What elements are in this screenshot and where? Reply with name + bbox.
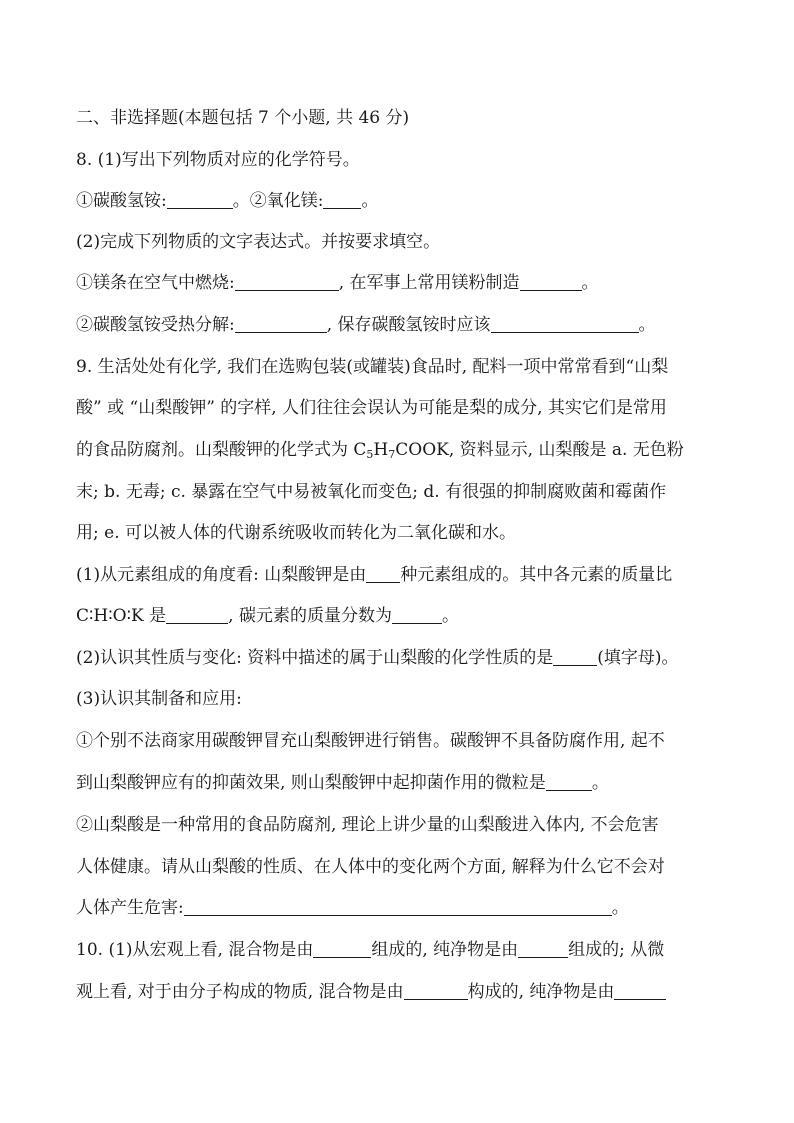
q9-line-7-text-b: , 碳元素的质量分数为 xyxy=(228,606,392,626)
q9-line-10: ①个别不法商家用碳酸钾冒充山梨酸钾进行销售。碳酸钾不具备防腐作用, 起不 xyxy=(76,731,665,751)
q9-line-2: 酸” 或 “山梨酸钾” 的字样, 人们往往会误认为可能是梨的成分, 其实它们是常用 xyxy=(76,398,667,418)
answer-blank xyxy=(404,982,468,1000)
q10-line-2-text-b: 构成的, 纯净物是由 xyxy=(467,982,615,1002)
q9-line-1: 9. 生活处处有化学, 我们在选购包装(或罐装)食品时, 配料一项中常常看到“山梨 xyxy=(76,357,669,377)
q9-line-6 xyxy=(76,564,672,586)
q8-line-4-text-b: , 在军事上常用镁粉制造 xyxy=(338,273,520,293)
answer-blank xyxy=(546,773,592,791)
answer-blank xyxy=(553,648,597,666)
answer-blank xyxy=(518,940,568,958)
q9-line-8-text-a: (2)认识其性质与变化: 资料中描述的属于山梨酸的化学性质的是 xyxy=(76,648,554,668)
q8-line-4-text-a: ①镁条在空气中燃烧: xyxy=(76,273,235,293)
q8-line-4-text-c: 。 xyxy=(581,273,599,293)
q10-line-1-text-a: 10. (1)从宏观上看, 混合物是由 xyxy=(76,940,314,960)
q9-line-7-text-a: C∶H∶O∶K 是 xyxy=(76,606,167,626)
section-title: 二、非选择题(本题包括 7 个小题, 共 46 分) xyxy=(76,108,410,128)
q8-line-4 xyxy=(76,272,599,294)
q9-line-5: 用; e. 可以被人体的代谢系统吸收而转化为二氧化碳和水。 xyxy=(76,523,516,543)
answer-blank xyxy=(166,606,228,624)
q8-line-2-text-b: 。②氧化镁: xyxy=(232,191,324,211)
q9-line-14-text-a: 人体产生危害: xyxy=(76,898,184,918)
q10-line-2-text-a: 观上看, 对于由分子构成的物质, 混合物是由 xyxy=(76,982,404,1002)
answer-blank xyxy=(614,982,666,1000)
q8-line-2-text-c: 。 xyxy=(361,191,379,211)
q8-line-5-text-a: ②碳酸氢铵受热分解: xyxy=(76,315,235,335)
answer-blank xyxy=(491,315,639,333)
q8-line-1: 8. (1)写出下列物质对应的化学符号。 xyxy=(76,150,360,170)
q9-line-3-text-a: 的食品防腐剂。山梨酸钾的化学式为 C xyxy=(76,440,367,460)
answer-blank xyxy=(366,565,400,583)
answer-blank xyxy=(392,606,442,624)
q8-line-2-text-a: ①碳酸氢铵: xyxy=(76,191,167,211)
subscript: 7 xyxy=(388,448,396,461)
q9-line-3-text-b: H xyxy=(373,440,389,460)
q9-line-6-text-a: (1)从元素组成的角度看: 山梨酸钾是由 xyxy=(76,565,367,585)
answer-blank xyxy=(313,940,371,958)
q8-line-5-text-b: , 保存碳酸氢铵时应该 xyxy=(326,315,491,335)
q10-line-2 xyxy=(76,981,666,1003)
q9-line-13: 人体健康。请从山梨酸的性质、在人体中的变化两个方面, 解释为什么它不会对 xyxy=(76,857,665,877)
q9-line-3 xyxy=(76,439,684,461)
q8-line-5-text-c: 。 xyxy=(638,315,656,335)
q9-line-8 xyxy=(76,647,678,669)
q9-line-6-text-b: 种元素组成的。其中各元素的质量比 xyxy=(400,565,673,585)
q8-line-5 xyxy=(76,314,656,336)
q9-line-8-text-b: (填字母)。 xyxy=(597,648,679,668)
q9-line-11-text-b: 。 xyxy=(591,773,609,793)
q8-line-3: (2)完成下列物质的文字表达式。并按要求填空。 xyxy=(76,232,441,252)
answer-blank xyxy=(520,273,582,291)
q10-line-1-text-b: 组成的, 纯净物是由 xyxy=(371,940,519,960)
q9-line-11-text-a: 到山梨酸钾应有的抑菌效果, 则山梨酸钾中起抑菌作用的微粒是 xyxy=(76,773,546,793)
answer-blank xyxy=(167,191,233,209)
answer-blank xyxy=(235,315,327,333)
q9-line-7-text-c: 。 xyxy=(441,606,459,626)
answer-blank xyxy=(184,898,612,916)
q8-line-2 xyxy=(76,190,378,212)
q9-line-9: (3)认识其制备和应用: xyxy=(76,689,242,709)
q9-line-11 xyxy=(76,772,609,794)
subscript: 5 xyxy=(366,448,374,461)
q9-line-14-text-b: 。 xyxy=(611,898,629,918)
answer-blank xyxy=(235,273,339,291)
q9-line-4: 末; b. 无毒; c. 暴露在空气中易被氧化而变色; d. 有很强的抑制腐败菌和霉菌作 xyxy=(76,482,667,502)
q10-line-1-text-c: 组成的; 从微 xyxy=(568,940,665,960)
q9-line-3-text-c: COOK, 资料显示, 山梨酸是 a. 无色粉 xyxy=(395,440,684,460)
q9-line-14 xyxy=(76,897,629,919)
q9-line-12: ②山梨酸是一种常用的食品防腐剂, 理论上讲少量的山梨酸进入体内, 不会危害 xyxy=(76,815,659,835)
q10-line-1 xyxy=(76,939,664,961)
answer-blank xyxy=(323,191,361,209)
q9-line-7 xyxy=(76,605,459,627)
